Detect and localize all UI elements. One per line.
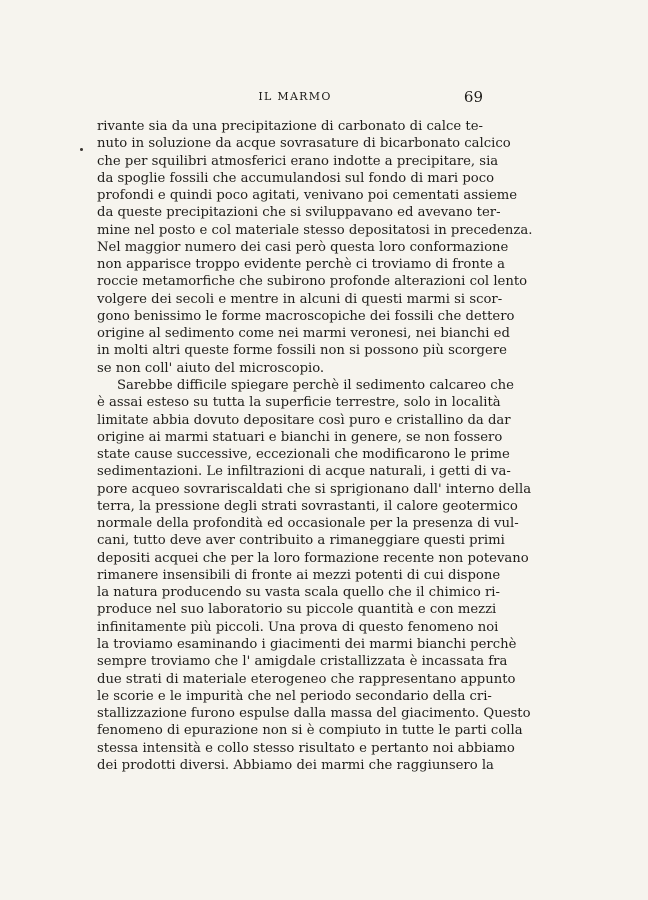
- text-line: Nel maggior numero dei casi però questa loro conformazione: [97, 239, 509, 255]
- text-line: sedimentazioni. Le infiltrazioni di acque naturali, i getti di va-: [97, 464, 511, 480]
- text-line: è assai esteso su tutta la superficie terrestre, solo in località: [97, 395, 501, 411]
- text-line: profondi e quindi poco agitati, venivano poi cementati assieme: [97, 188, 518, 204]
- paragraph-start-line: Sarebbe difficile spiegare perchè il sedimento calcareo che: [117, 377, 514, 393]
- text-line: depositi acquei che per la loro formazione recente non potevano: [97, 550, 529, 566]
- text-line: normale della profondità ed occasionale per la presenza di vul-: [97, 516, 519, 532]
- text-line: da queste precipitazioni che si sviluppavano ed avevano ter-: [97, 205, 501, 221]
- text-line: dei prodotti diversi. Abbiamo dei marmi che raggiunsero la: [97, 757, 494, 773]
- text-line: da spoglie fossili che accumulandosi sul fondo di mari poco: [97, 170, 495, 186]
- running-title: IL MARMO: [258, 90, 332, 103]
- text-line: stallizzazione furono espulse dalla massa del giacimento. Questo: [97, 706, 531, 722]
- text-line: origine al sedimento come nei marmi veronesi, nei bianchi ed: [97, 326, 510, 342]
- text-line: non apparisce troppo evidente perchè ci troviamo di fronte a: [97, 257, 506, 273]
- text-line: la natura producendo su vasta scala quello che il chimico ri-: [97, 585, 500, 601]
- text-line: terra, la pressione degli strati sovrastanti, il calore geotermico: [97, 498, 518, 514]
- text-line: roccie metamorfiche che subirono profonde alterazioni col lento: [97, 274, 528, 290]
- text-line: la troviamo esaminando i giacimenti dei marmi bianchi perchè: [97, 636, 517, 652]
- text-line: mine nel posto e col materiale stesso depositatosi in precedenza.: [97, 222, 533, 238]
- text-line: origine ai marmi statuari e bianchi in genere, se non fossero: [97, 429, 503, 445]
- text-line: che per squilibri atmosferici erano indotte a precipitare, sia: [97, 153, 499, 169]
- text-line: due strati di materiale eterogeneo che rappresentano appunto: [97, 671, 516, 687]
- text-line: rivante sia da una precipitazione di carbonato di calce te-: [97, 119, 483, 134]
- text-line: sempre troviamo che l' amigdale cristallizzata è incassata fra: [97, 654, 508, 670]
- ink-speck: [80, 148, 83, 151]
- text-line: rimanere insensibili di fronte ai mezzi potenti di cui dispone: [97, 567, 501, 583]
- body-text: [97, 118, 533, 774]
- text-line: nuto in soluzione da acque sovrasature di bicarbonato calcico: [97, 136, 511, 152]
- paragraph-end-line: se non coll' aiuto del microscopio.: [97, 360, 325, 376]
- text-line: fenomeno di epurazione non si è compiuto in tutte le parti colla: [97, 723, 523, 739]
- text-line: le scorie e le impurità che nel periodo secondario della cri-: [97, 688, 492, 704]
- text-line: infinitamente più piccoli. Una prova di questo fenomeno noi: [97, 619, 499, 635]
- text-line: in molti altri queste forme fossili non si possono più scorgere: [97, 343, 507, 359]
- text-line: gono benissimo le forme macroscopiche dei fossili che dettero: [97, 308, 515, 324]
- text-line: pore acqueo sovrariscaldati che si sprigionano dall' interno della: [97, 481, 532, 497]
- text-line: cani, tutto deve aver contribuito a rimaneggiare questi primi: [97, 533, 505, 549]
- running-head: [97, 88, 483, 108]
- text-line: volgere dei secoli e mentre in alcuni di questi marmi si scor-: [97, 291, 503, 307]
- text-line: stessa intensità e collo stesso risultato e pertanto noi abbiamo: [97, 740, 515, 756]
- page-number: 69: [463, 88, 483, 106]
- text-line: produce nel suo laboratorio su piccole quantità e con mezzi: [97, 602, 497, 618]
- text-line: state cause successive, eccezionali che modificarono le prime: [97, 447, 510, 463]
- text-line: limitate abbia dovuto depositare così puro e cristallino da dar: [97, 412, 511, 428]
